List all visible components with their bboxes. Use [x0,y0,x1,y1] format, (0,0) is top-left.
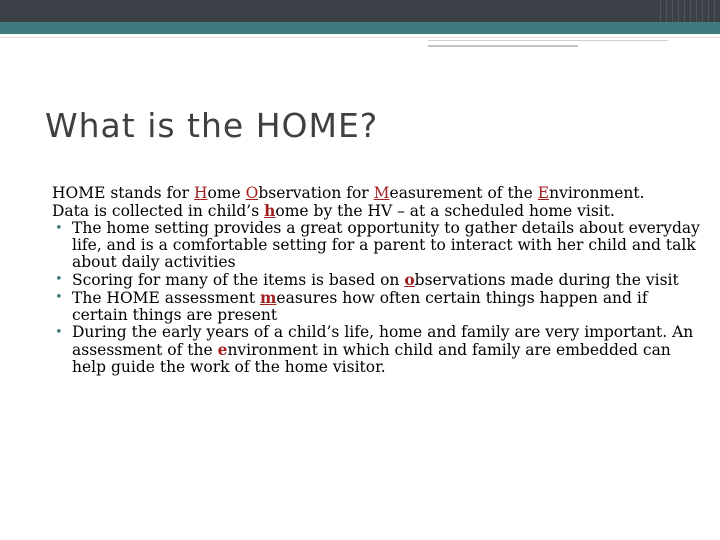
acronym-letter: e [217,340,228,359]
text-run: During the early years of a child’s life, home and family are very important. An assessment of the [72,323,694,359]
text-run: nvironment. [549,184,645,202]
list-item [52,220,702,271]
list-item [52,289,702,324]
text-run: Data is collected in child’s [52,202,265,220]
bullet-list [52,220,702,376]
bullet-icon: • [55,221,63,236]
list-item [52,271,702,289]
slide-body [52,185,702,376]
divider-line [428,40,668,41]
acronym-letter: o [404,270,415,289]
divider-line [0,37,720,38]
text-run: bservations made during the visit [414,271,679,289]
header-pattern [660,0,720,22]
slide-title: What is the HOME? [45,106,379,145]
text-run: bservation for [258,184,374,202]
text-run: easurement of the [389,184,538,202]
acronym-letter: m [260,288,277,307]
header-bar [0,0,720,22]
text-run: ome [207,184,246,202]
list-item [52,324,702,376]
acronym-letter: O [245,184,259,202]
acronym-letter: M [373,184,390,202]
text-run: ome by the HV – at a scheduled home visit. [275,202,615,220]
text-run: The HOME assessment [72,289,260,307]
header-accent-band [0,22,720,34]
acronym-letter: E [537,184,550,202]
text-run: Scoring for many of the items is based on [72,271,405,289]
data-collection-paragraph [52,202,702,220]
bullet-icon: • [55,325,63,340]
text-run: HOME stands for [52,184,194,202]
definition-paragraph [52,185,702,202]
text-run: The home setting provides a great opportunity to gather details about everyday life, and is a comfortable setting for a parent to interact with her child and talk about daily activities [72,219,700,271]
acronym-letter: H [193,184,208,202]
text-run: nvironment in which child and family are embedded can help guide the work of the home visitor. [72,341,671,376]
acronym-letter: h [264,201,276,220]
text-run: easures how often certain things happen and if certain things are present [72,289,648,324]
bullet-icon: • [55,290,63,305]
divider-line [428,45,578,47]
bullet-icon: • [55,272,63,287]
